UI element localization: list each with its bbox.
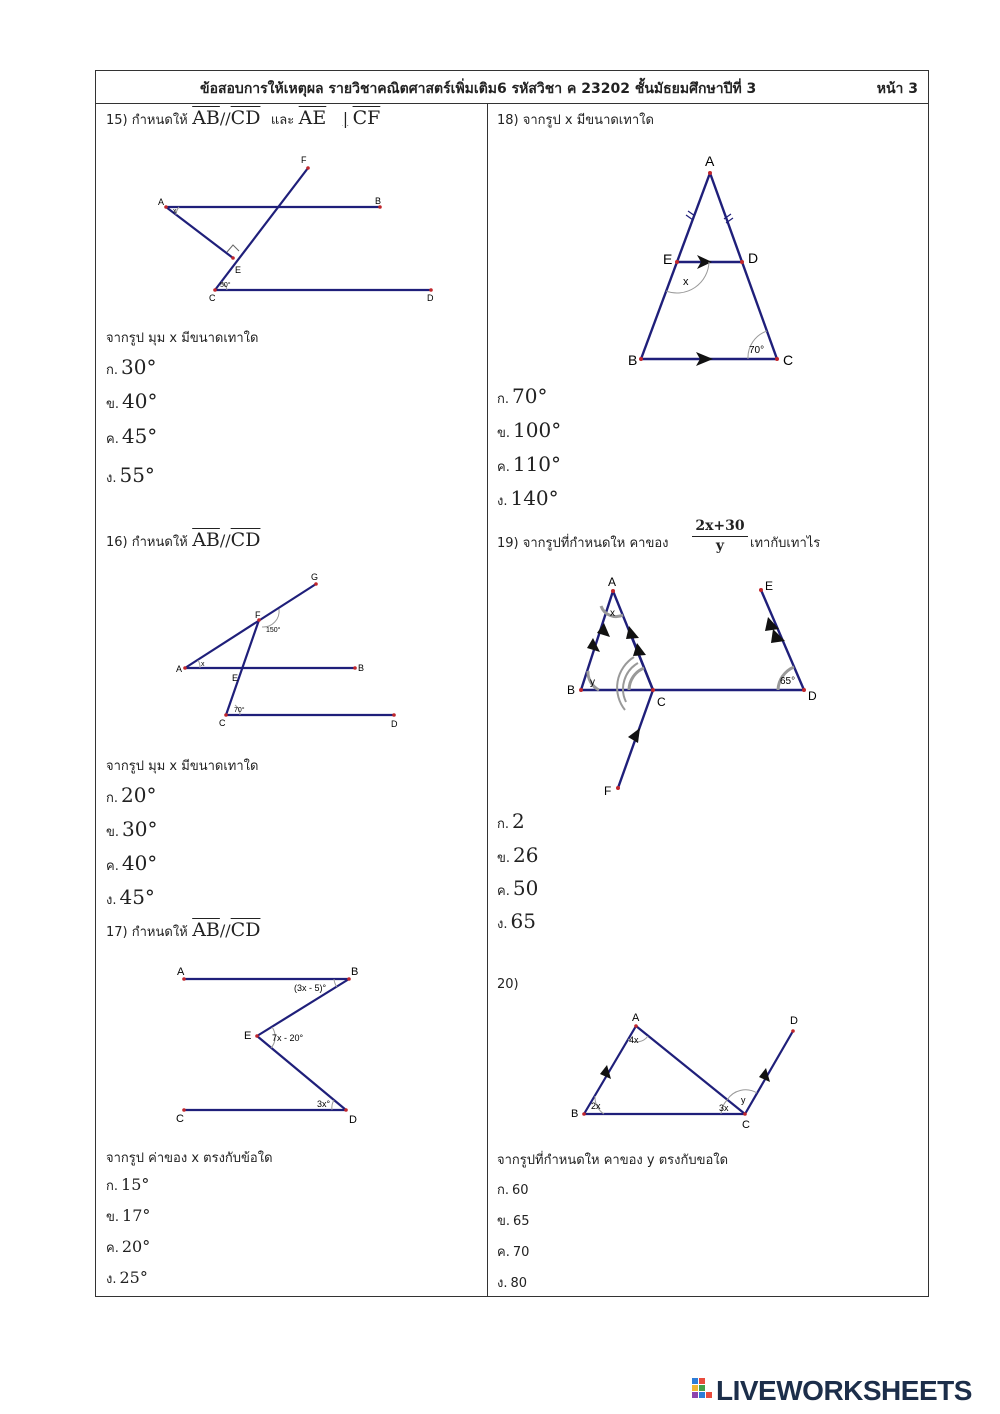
q18-angle-70: 70° bbox=[749, 345, 765, 356]
q16-point-b: B bbox=[358, 663, 365, 673]
q20-point-c: C bbox=[742, 1119, 750, 1131]
q15-point-b: B bbox=[375, 196, 382, 206]
exam-header bbox=[96, 71, 928, 104]
q17-option-a[interactable]: ก. 15° bbox=[106, 1175, 150, 1194]
q19-suffix: เทากับเทาไร bbox=[750, 536, 821, 551]
exam-sheet bbox=[95, 70, 929, 1297]
q15-prefix: 15) กำหนดให้ bbox=[106, 113, 188, 128]
q17-seg-ab: $\overline{AB}$ bbox=[192, 919, 220, 941]
q19-angle-65: 65° bbox=[780, 676, 796, 687]
q19-point-e: E bbox=[765, 579, 774, 593]
q15-point-a: A bbox=[158, 197, 165, 207]
q15-option-a[interactable]: ก. 30° bbox=[106, 355, 157, 379]
q20-point-d: D bbox=[790, 1015, 798, 1027]
q16-option-d[interactable]: ง. 45° bbox=[106, 885, 155, 909]
q17-prompt bbox=[106, 919, 260, 942]
q15-point-f: F bbox=[301, 155, 307, 165]
q18-option-d[interactable]: ง. 140° bbox=[497, 486, 559, 510]
q20-option-c[interactable]: ค. 70 bbox=[497, 1245, 530, 1260]
q16-angle-x: x bbox=[201, 661, 205, 668]
q18-point-a: A bbox=[705, 153, 715, 169]
q18-option-b[interactable]: ข. 100° bbox=[497, 418, 562, 442]
q20-figure bbox=[571, 1011, 811, 1136]
q20-prefix: 20) bbox=[497, 977, 519, 992]
q17-option-d[interactable]: ง. 25° bbox=[106, 1268, 148, 1287]
q19-figure bbox=[566, 571, 826, 801]
q17-figure bbox=[171, 961, 391, 1131]
q19-option-a[interactable]: ก. 2 bbox=[497, 809, 525, 833]
q17-option-b[interactable]: ข. 17° bbox=[106, 1206, 151, 1225]
q19-angle-y: y bbox=[590, 677, 595, 688]
q16-parallel: // bbox=[219, 531, 231, 550]
q18-point-e: E bbox=[663, 251, 673, 267]
q15-seg-ae: $\overline{AE}$ bbox=[298, 107, 327, 129]
q16-point-a: A bbox=[176, 664, 183, 674]
q17-prefix: 17) กำหนดให้ bbox=[106, 925, 188, 940]
q19-denominator: y bbox=[715, 538, 725, 554]
q15-option-d[interactable]: ง. 55° bbox=[106, 463, 155, 487]
q19-point-f: F bbox=[604, 784, 612, 798]
q15-angle-x: x bbox=[173, 208, 177, 215]
q18-figure bbox=[621, 151, 806, 371]
q20-point-b: B bbox=[571, 1108, 579, 1120]
q18-point-d: D bbox=[748, 250, 759, 266]
q16-point-g: G bbox=[311, 572, 319, 582]
q17-point-b: B bbox=[351, 966, 359, 978]
q17-angle-b: (3x - 5)° bbox=[294, 983, 327, 993]
q15-seg-cd: $\overline{CD}$ bbox=[230, 107, 261, 129]
q20-option-d[interactable]: ง. 80 bbox=[497, 1276, 528, 1291]
q15-seg-ab: $\overline{AB}$ bbox=[192, 107, 220, 129]
q16-option-a[interactable]: ก. 20° bbox=[106, 783, 157, 807]
q18-point-c: C bbox=[783, 352, 794, 368]
q16-option-b[interactable]: ข. 30° bbox=[106, 817, 158, 841]
q20-option-a[interactable]: ก. 60 bbox=[497, 1183, 529, 1198]
q15-point-c: C bbox=[209, 293, 216, 303]
q16-question: จากรูป มุม x มีขนาดเทาใด bbox=[106, 759, 259, 774]
q19-option-c[interactable]: ค. 50 bbox=[497, 876, 539, 900]
q17-seg-cd: $\overline{CD}$ bbox=[230, 919, 261, 941]
q15-angle-50: 50° bbox=[220, 282, 231, 289]
q18-angle-x: x bbox=[683, 276, 689, 288]
q20-angle-2x: 2x bbox=[591, 1101, 601, 1111]
q15-figure bbox=[151, 151, 451, 306]
q19-prefix: 19) จากรูปที่กำหนดให คาของ bbox=[497, 536, 669, 551]
q19-angle-x: x bbox=[610, 608, 615, 619]
q20-option-b[interactable]: ข. 65 bbox=[497, 1214, 530, 1229]
q19-option-b[interactable]: ข. 26 bbox=[497, 843, 539, 867]
q16-seg-ab: $\overline{AB}$ bbox=[192, 529, 220, 551]
q19-point-d: D bbox=[808, 689, 817, 703]
q16-option-c[interactable]: ค. 40° bbox=[106, 851, 158, 875]
q20-angle-y: y bbox=[741, 1095, 746, 1105]
q15-point-e: E bbox=[235, 265, 242, 275]
q17-option-c[interactable]: ค. 20° bbox=[106, 1237, 151, 1256]
q17-point-d: D bbox=[349, 1114, 357, 1126]
q17-angle-d: 3x° bbox=[317, 1099, 331, 1109]
q18-point-b: B bbox=[628, 352, 638, 368]
q17-point-c: C bbox=[176, 1113, 184, 1125]
liveworksheets-wordmark: LIVEWORKSHEETS bbox=[716, 1375, 972, 1406]
q15-option-b[interactable]: ข. 40° bbox=[106, 389, 158, 413]
q15-option-c[interactable]: ค. 45° bbox=[106, 424, 158, 448]
q17-parallel: // bbox=[219, 921, 231, 940]
q15-seg-cf: $\overline{CF}$ bbox=[352, 107, 381, 129]
q17-point-a: A bbox=[177, 966, 185, 978]
q20-angle-3x: 3x bbox=[719, 1103, 729, 1113]
q19-fraction bbox=[692, 518, 748, 554]
q16-point-c: C bbox=[219, 718, 226, 728]
q19-point-a: A bbox=[608, 575, 617, 589]
q15-perp-symbol: | bbox=[342, 109, 349, 128]
q16-point-f: F bbox=[255, 610, 261, 620]
q16-prompt bbox=[106, 529, 260, 552]
q17-question: จากรูป ค่าของ x ตรงกับข้อใด bbox=[106, 1151, 273, 1166]
exam-title: ข้อสอบการให้เหตุผล รายวิชาคณิตศาสตร์เพิ่มเติม6 รหัสวิชา ค 23202 ชั้นมัธยมศึกษาปีที่ 3 bbox=[200, 81, 757, 97]
q19-point-b: B bbox=[567, 683, 576, 697]
q18-option-c[interactable]: ค. 110° bbox=[497, 452, 562, 476]
q16-angle-150: 150° bbox=[266, 627, 281, 634]
q20-point-a: A bbox=[632, 1012, 640, 1024]
q15-question: จากรูป มุม x มีขนาดเทาใด bbox=[106, 331, 259, 346]
q17-angle-e: 7x - 20° bbox=[272, 1033, 304, 1043]
q15-and: และ bbox=[270, 113, 295, 128]
q18-prompt: 18) จากรูป x มีขนาดเทาใด bbox=[497, 113, 654, 128]
q15-point-d: D bbox=[427, 293, 434, 303]
q16-point-d: D bbox=[391, 719, 398, 729]
q16-prefix: 16) กำหนดให้ bbox=[106, 535, 188, 550]
q15-parallel: // bbox=[219, 109, 231, 128]
q19-point-c: C bbox=[657, 695, 666, 709]
q16-point-e: E bbox=[232, 673, 239, 683]
liveworksheets-icon bbox=[692, 1378, 714, 1402]
page-number: หน้า 3 bbox=[876, 81, 918, 97]
q17-point-e: E bbox=[244, 1030, 252, 1042]
q16-seg-cd: $\overline{CD}$ bbox=[230, 529, 261, 551]
column-divider bbox=[487, 103, 488, 1296]
q18-option-a[interactable]: ก. 70° bbox=[497, 384, 548, 408]
q15-prompt bbox=[106, 107, 380, 130]
q20-angle-4x: 4x bbox=[629, 1035, 639, 1045]
q16-angle-70: 70° bbox=[234, 707, 245, 714]
q19-numerator: 2x+30 bbox=[692, 518, 748, 537]
q20-question: จากรูปที่กำหนดให คาของ y ตรงกับขอใด bbox=[497, 1153, 729, 1168]
q19-option-d[interactable]: ง. 65 bbox=[497, 909, 536, 933]
q16-figure bbox=[176, 571, 416, 731]
